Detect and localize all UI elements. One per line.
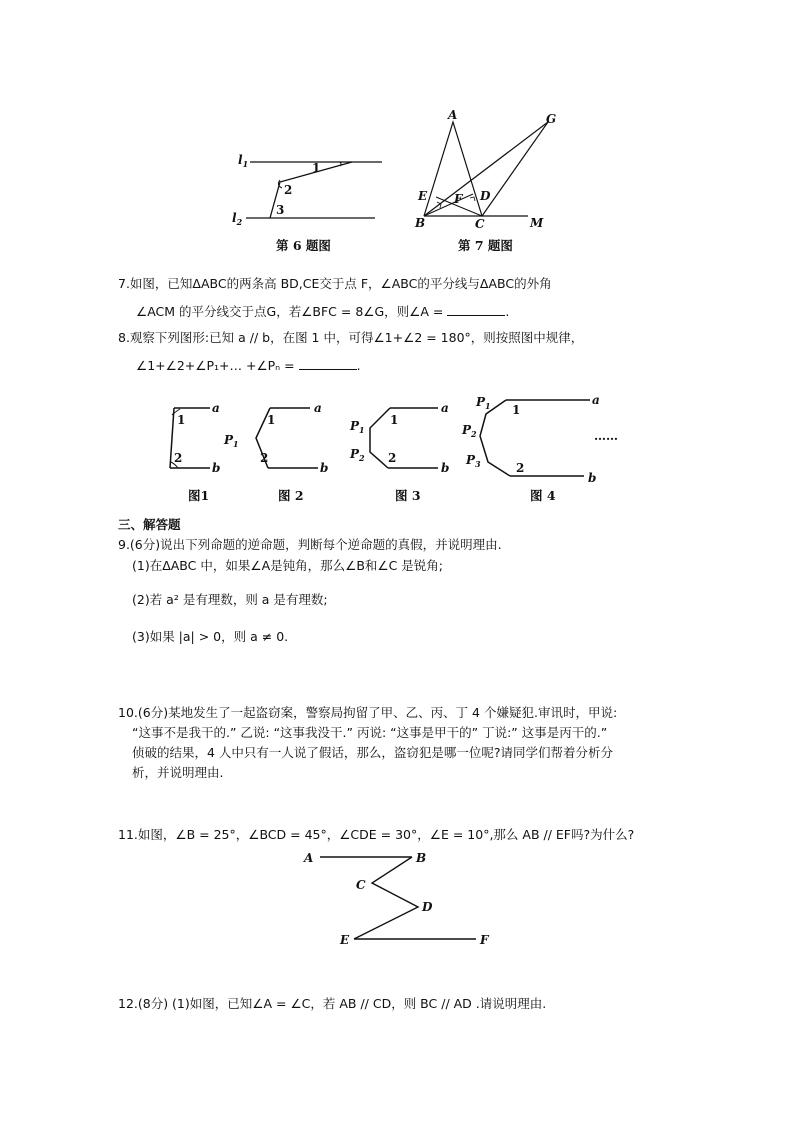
label-e: E [418,189,428,203]
label-f: F [454,192,463,206]
q10-line1: 10.(6分)某地发生了一起盗窃案，警察局拘留了甲、乙、丙、丁 4 个嫌疑犯.审讯时，甲说: [118,705,618,720]
label-l2: $l_2$ [232,211,243,227]
label-a: A [304,851,314,865]
path-bcde [354,857,418,939]
q7-line2 [136,303,509,321]
q8-answer-blank[interactable] [299,369,357,370]
q9-stem: 9.(6分)说出下列命题的逆命题，判断每个逆命题的真假，并说明理由. [118,537,502,552]
figure-7-caption: 第 7 题图 [458,238,513,253]
fig8-4-label-b: b [588,471,597,485]
section-3-title: 三、解答题 [118,517,181,532]
fig8-3-label-1: 1 [390,413,399,427]
label-m: M [530,216,544,230]
fig8-1-label-1: 1 [177,413,186,427]
fig8-2-label-1: 1 [267,413,276,427]
fig8-4-dots: …… [594,429,618,443]
fig8-1-label-b: b [212,461,221,475]
figure-7 [410,110,560,235]
q7-line2-end: . [505,304,510,319]
label-l1: $l_1$ [238,153,249,169]
fig8-3-label-p2: $P_2$ [350,447,365,463]
label-angle-1: 1 [312,161,321,175]
q11-stem: 11.如图，∠B = 25°，∠BCD = 45°，∠CDE = 30°，∠E = 10°,那么 AB // EF吗?为什么? [118,827,635,842]
label-angle-3: 3 [276,203,285,217]
q10-line2: “这事不是我干的.” 乙说: “这事我没干.” 丙说: “这事是甲干的” 丁说:” 这事是丙干的.” [132,725,608,740]
angle-mark-1 [340,162,341,166]
label-e: E [340,933,350,947]
label-f: F [480,933,489,947]
q9-part2: (2)若 a² 是有理数，则 a 是有理数; [132,592,328,607]
label-g: G [546,112,557,126]
fig8-2-label-p1: $P_1$ [224,433,239,449]
label-a: A [448,108,458,122]
q8-line1: 8.观察下列图形:已知 a // b，在图 1 中，可得∠1+∠2 = 180°，则按照图中规律， [118,330,584,345]
line-cg [482,122,548,216]
fig8-3-label-2: 2 [388,451,397,465]
label-b: B [416,851,427,865]
figure-6 [230,150,390,230]
q10-line3: 侦破的结果，4 人中只有一人说了假话，那么，盗窃犯是哪一位呢?请同学们帮着分析分 [132,745,614,760]
figure-6-caption: 第 6 题图 [276,238,331,253]
q8-line2-text: ∠1+∠2+∠P₁+… +∠Pₙ = [136,358,299,373]
q8-line2 [136,357,361,375]
q9-part1: (1)在ΔABC 中，如果∠A是钝角，那么∠B和∠C 是锐角; [132,558,444,573]
triangle-abc [424,122,482,216]
fig8-4-label-p2: $P_2$ [462,423,477,439]
fig8-4-label-1: 1 [512,403,521,417]
q10-line4: 析，并说明理由. [132,765,224,780]
fig8-3-label-b: b [441,461,450,475]
figure-11 [300,845,500,950]
fig8-2-label-2: 2 [260,451,269,465]
label-b: B [415,216,426,230]
label-d: D [480,189,491,203]
label-d: D [422,900,433,914]
fig8-4-path [480,400,510,476]
fig8-3 [349,401,449,475]
label-angle-2: 2 [284,183,293,197]
right-angle-d [470,197,475,201]
q7-line1: 7.如图，已知ΔABC的两条高 BD,CE交于点 F，∠ABC的平分线与ΔABC的外角 [118,276,552,291]
fig8-3-path [370,408,390,468]
fig8-4 [461,393,618,485]
q8-line2-end: . [356,358,361,373]
fig8-caption-4: 图 4 [530,488,556,503]
fig8-4-label-p3: $P_3$ [466,453,481,469]
fig8-1-label-a: a [212,401,220,415]
figure-8-set [160,392,630,487]
q7-line2-text: ∠ACM 的平分线交于点G，若∠BFC = 8∠G，则∠A = [136,304,448,319]
label-c: C [475,217,485,231]
fig8-caption-3: 图 3 [395,488,421,503]
fig8-3-label-p1: $P_1$ [350,419,365,435]
q7-answer-blank[interactable] [447,315,505,316]
fig8-2-label-a: a [314,401,322,415]
q12-stem: 12.(8分) (1)如图，已知∠A = ∠C，若 AB // CD，则 BC // AD .请说明理由. [118,996,547,1011]
fig8-1-label-2: 2 [174,451,183,465]
fig8-1 [170,401,220,475]
fig8-caption-2: 图 2 [278,488,304,503]
fig8-2 [223,401,328,475]
fig8-4-label-p1: $P_1$ [476,395,491,411]
fig8-4-label-2: 2 [516,461,525,475]
fig8-3-label-a: a [441,401,449,415]
fig8-caption-1: 图1 [188,488,210,503]
label-c: C [356,878,366,892]
fig8-4-label-a: a [592,393,600,407]
fig8-2-label-b: b [320,461,329,475]
q9-part3: (3)如果 |a| > 0，则 a ≠ 0. [132,629,289,644]
